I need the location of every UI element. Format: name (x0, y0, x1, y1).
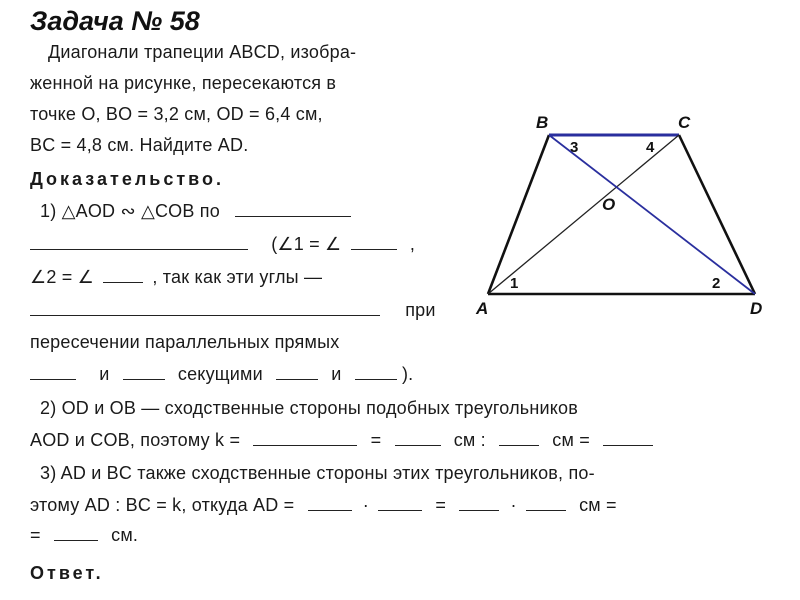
step1-text-f-end: ). (401, 364, 414, 384)
step1-line-a (40, 200, 351, 222)
blank-field[interactable] (276, 363, 318, 380)
blank-field[interactable] (235, 200, 351, 217)
step1-text-d-end: при (405, 300, 436, 320)
blank-field[interactable] (378, 494, 422, 511)
blank-field[interactable] (499, 429, 539, 446)
problem-line-3: точке O, BO = 3,2 см, OD = 6,4 см, (30, 104, 323, 124)
step2-eq: = (370, 430, 382, 450)
vertex-d-label: D (750, 299, 763, 318)
blank-field[interactable] (54, 524, 98, 541)
step1-text-f-and2: и (331, 364, 342, 384)
step1-text-a: 1) △AOD ∾ △COB по (40, 201, 220, 221)
step1-line-f (30, 363, 413, 385)
angle-4-label: 4 (646, 139, 655, 156)
step3-dot: · (362, 495, 369, 515)
step3-dot-2: · (510, 495, 517, 515)
blank-field[interactable] (30, 363, 76, 380)
blank-field[interactable] (459, 494, 499, 511)
angle-1-label: 1 (510, 275, 519, 292)
problem-line-4: BC = 4,8 см. Найдите AD. (30, 135, 249, 155)
step2-text-b: AOD и COB, поэтому k = (30, 430, 241, 450)
blank-field[interactable] (351, 233, 397, 250)
step1-line-d (30, 299, 436, 321)
step3-line-a: 3) AD и BC также сходственные стороны этих треугольников, по- (40, 463, 595, 483)
blank-field[interactable] (603, 429, 653, 446)
step2-cm-eq: см = (552, 430, 590, 450)
step1-text-c: ∠2 = ∠ (30, 267, 94, 287)
diagonal-ac (488, 135, 679, 294)
blank-field[interactable] (395, 429, 441, 446)
step3-line-c (30, 524, 138, 546)
angle-3-label: 3 (570, 139, 579, 156)
blank-field[interactable] (30, 299, 380, 316)
step1-text-f-sec: секущими (177, 364, 263, 384)
blank-field[interactable] (526, 494, 566, 511)
step2-line-b (30, 429, 653, 451)
step1-text-f-and1: и (99, 364, 110, 384)
blank-field[interactable] (253, 429, 357, 446)
step1-line-c (30, 266, 322, 288)
step1-text-c-mid: , так как эти углы — (152, 267, 323, 287)
step1-text-b: (∠1 = ∠ (271, 234, 342, 254)
step2-line-a: 2) OD и OB — сходственные стороны подобных треугольников (40, 398, 579, 418)
blank-field[interactable] (123, 363, 165, 380)
problem-line-2: женной на рисунке, пересекаются в (30, 73, 337, 93)
step3-text-b: этому AD : BC = k, откуда AD = (30, 495, 295, 515)
segment-ab (488, 135, 549, 294)
step1-line-b (30, 233, 415, 255)
problem-title: Задача № 58 (30, 6, 200, 36)
problem-line-1: Диагонали трапеции ABCD, изобра- (48, 42, 357, 62)
vertex-c-label: C (678, 113, 691, 132)
angle-2-label: 2 (712, 275, 721, 292)
diagonal-bd (549, 135, 755, 294)
segment-cd (679, 135, 755, 294)
answer-label: Ответ. (30, 563, 104, 583)
proof-heading: Доказательство. (30, 169, 224, 189)
blank-field[interactable] (30, 233, 248, 250)
blank-field[interactable] (355, 363, 397, 380)
trapezoid-figure (470, 112, 770, 322)
step1-line-e: пересечении параллельных прямых (30, 332, 340, 352)
vertex-a-label: A (476, 299, 489, 318)
step3-eq: = (435, 495, 447, 515)
step3-line-b (30, 494, 617, 516)
blank-field[interactable] (103, 266, 143, 283)
point-o-label: O (602, 195, 616, 214)
vertex-b-label: B (536, 113, 549, 132)
blank-field[interactable] (308, 494, 352, 511)
step3-cm-eq: см = (579, 495, 617, 515)
step3-c-cm: см. (111, 525, 139, 545)
step3-c-eq: = (30, 525, 41, 545)
step1-text-b-end: , (409, 234, 416, 254)
step2-cm-colon: см : (453, 430, 486, 450)
